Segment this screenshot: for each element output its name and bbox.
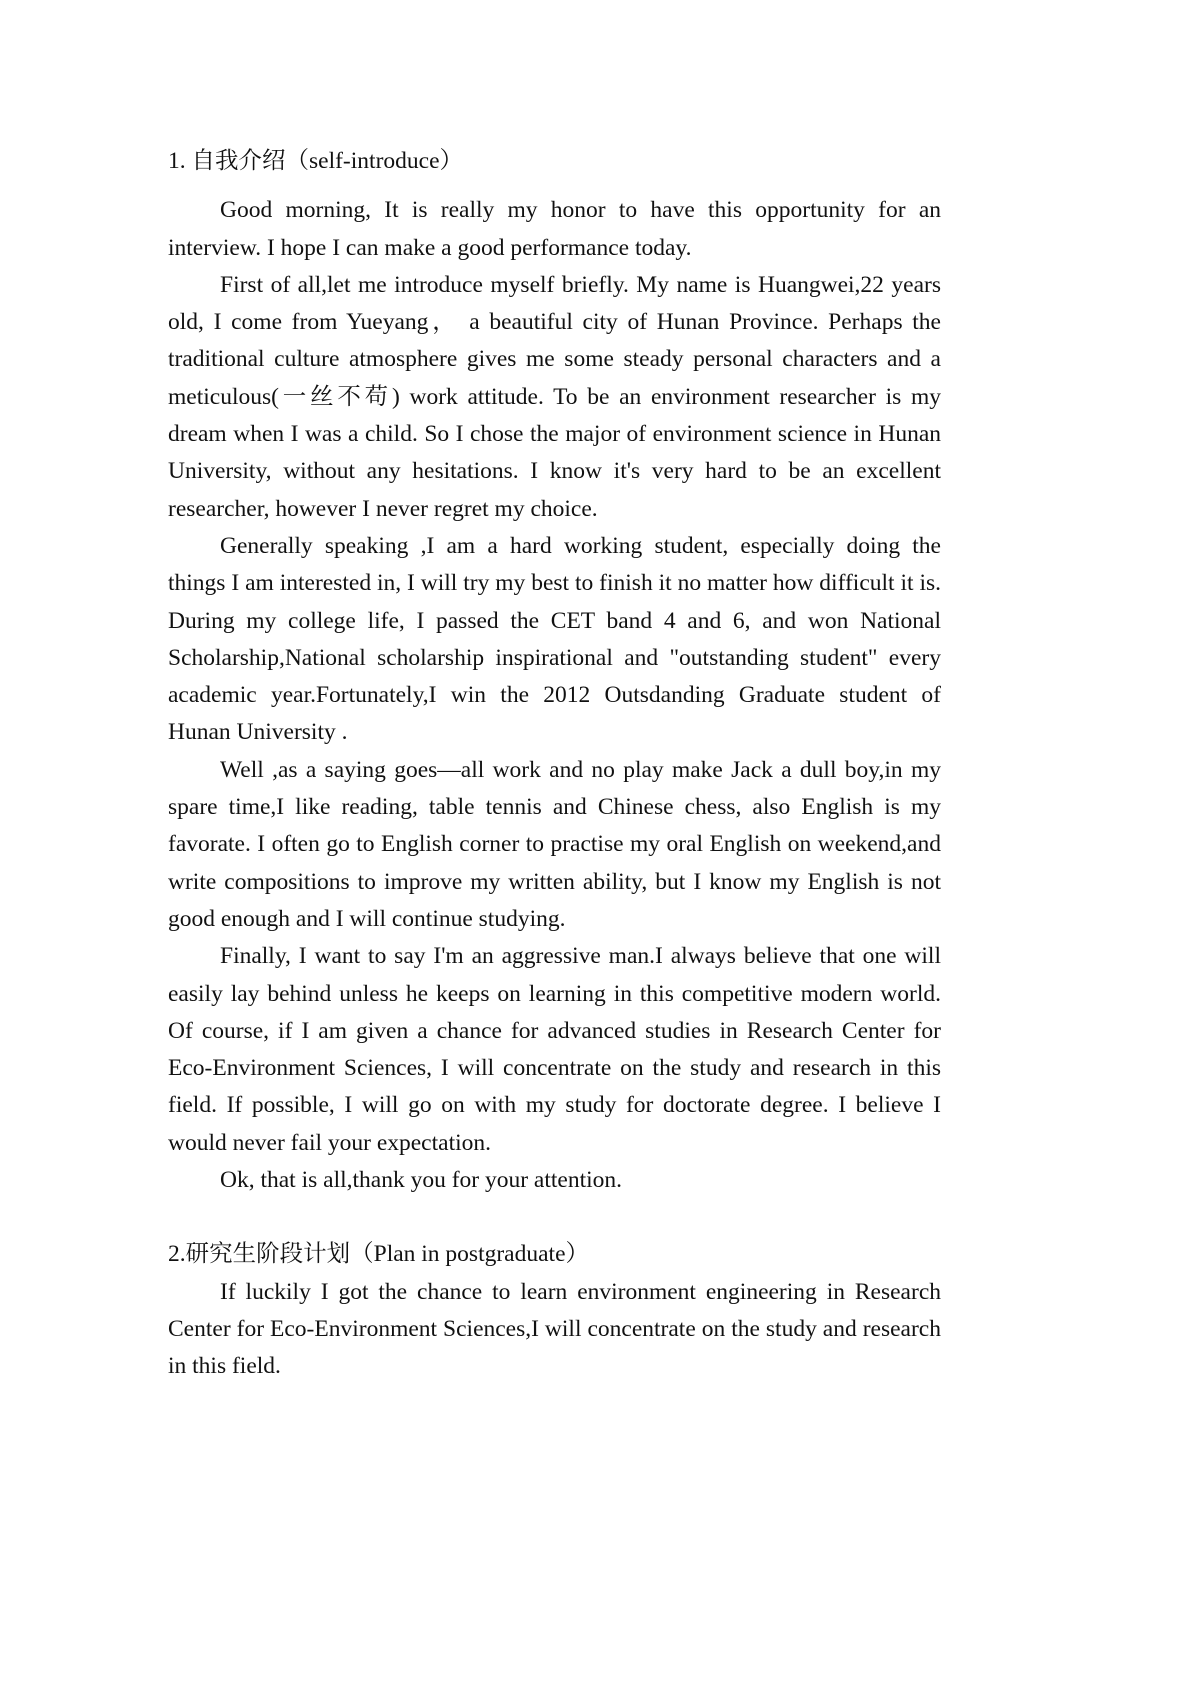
section-spacer <box>168 1199 941 1236</box>
document-page <box>168 143 941 1386</box>
paragraph-hobbies: Well ,as a saying goes—all work and no play make Jack a dull boy,in my spare time,I like reading, table tennis and Chinese chess, also English is my favorate. I often go to English corner to practise my oral English on weekend,and write compositions to improve my written ability, but I know my English is not good enough and I will continue studying. <box>168 756 941 932</box>
paragraph-conclusion: Finally, I want to say I'm an aggressive man.I always believe that one will easily lay behind unless he keeps on learning in this competitive modern world. Of course, if I am given a chance for advanced studies in Research Center for Eco-Environment Sciences, I will concentrate on the study and research in this field. If possible, I will go on with my study for doctorate degree. I believe I would never fail your expectation. <box>168 943 941 1156</box>
paragraph-closing: Ok, that is all,thank you for your attention. <box>220 1167 623 1194</box>
paragraph-achievements: Generally speaking ,I am a hard working student, especially doing the things I am interested in, I will try my best to finish it no matter how difficult it is. During my college life, I passed the CET band 4 and 6, and won National Scholarship,National scholarship inspirational and "outstanding student" every academic year.Fortunately,I win the 2012 Outsdanding Graduate student of Hunan University . <box>168 532 941 746</box>
paragraph-plan: If luckily I got the chance to learn environment engineering in Research Center for Eco-Environment Sciences,I will concentrate on the study and research in this field. <box>168 1278 941 1380</box>
paragraph-introduction: First of all,let me introduce myself briefly. My name is Huangwei,22 years old, I come from Yueyang， a beautiful city of Hunan Province. Perhaps the traditional culture atmosphere gives me some steady personal characters and a meticulous(一丝不苟) work attitude. To be an environment researcher is my dream when I was a child. So I chose the major of environment science in Hunan University, without any hesitations. I know it's very hard to be an excellent researcher, however I never regret my choice. <box>168 271 941 522</box>
section-heading-self-introduce: 1. 自我介绍（self-introduce） <box>168 148 464 174</box>
paragraph-greeting: Good morning, It is really my honor to have this opportunity for an interview. I hope I can make a good performance today. <box>168 197 941 261</box>
section-heading-plan: 2.研究生阶段计划（Plan in postgraduate） <box>168 1241 590 1268</box>
